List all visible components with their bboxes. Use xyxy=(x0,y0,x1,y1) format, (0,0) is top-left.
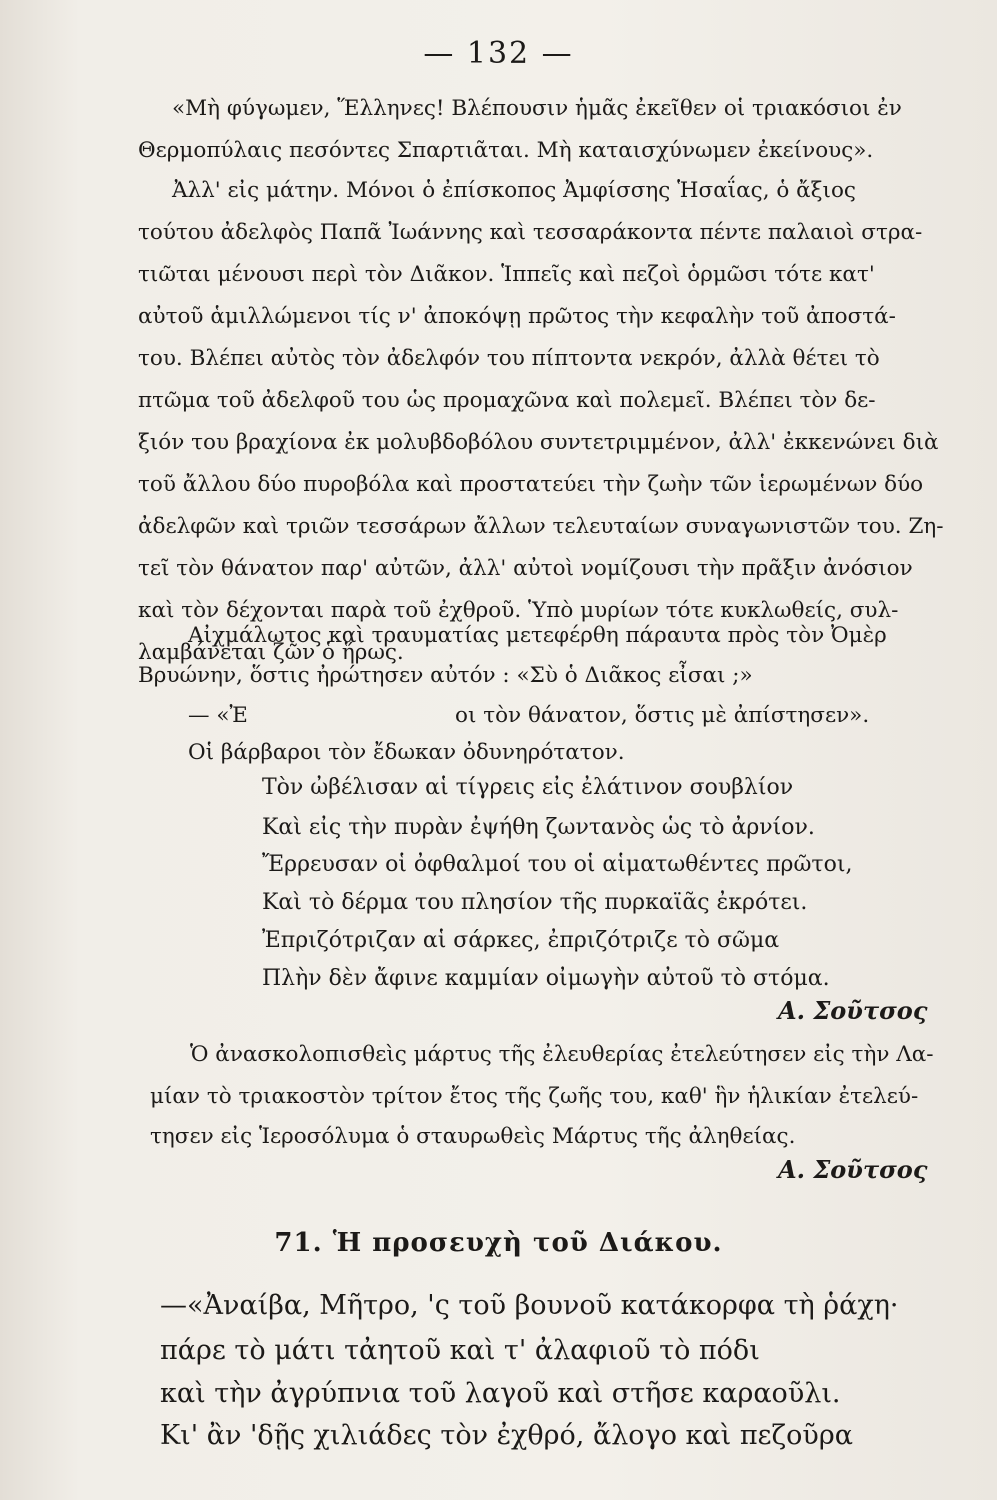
verse-line: Ἔρρευσαν οἱ ὀφθαλμοί του οἱ αἱματωθέντες πρῶτοι, xyxy=(262,852,853,877)
section-heading: 71. Ἡ προσευχὴ τοῦ Διάκου. xyxy=(274,1228,723,1258)
signature-soutsos-2: Α. Σοῦτσος xyxy=(778,1155,928,1184)
verse-line: Τὸν ὠβέλισαν αἱ τίγρεις εἰς ἐλάτινον σουβλίον xyxy=(262,775,794,800)
poem-line: καὶ τὴν ἀγρύπνια τοῦ λαγοῦ καὶ στῆσε καραοῦλι. xyxy=(160,1378,841,1409)
text-line: «Μὴ φύγωμεν, Ἕλληνες! Βλέπουσιν ἡμᾶς ἐκεῖθεν οἱ τριακόσιοι ἐν xyxy=(172,96,902,121)
page-number: — 132 — xyxy=(423,36,574,71)
text-line: τιῶται μένουσι περὶ τὸν Διᾶκον. Ἱππεῖς καὶ πεζοὶ ὁρμῶσι τότε κατ' xyxy=(138,262,875,287)
text-line: Θερμοπύλαις πεσόντες Σπαρτιᾶται. Μὴ καταισχύνωμεν ἐκείνους». xyxy=(138,138,874,163)
text-line: πτῶμα τοῦ ἀδελφοῦ του ὡς προμαχῶνα καὶ πολεμεῖ. Βλέπει τὸν δε- xyxy=(138,388,876,413)
poem-line: πάρε τὸ μάτι τἀητοῦ καὶ τ' ἀλαφιοῦ τὸ πόδι xyxy=(160,1335,760,1366)
poem-line: —«Ἀναίβα, Μῆτρο, 'ς τοῦ βουνοῦ κατάκορφα τὴ ῥάχη· xyxy=(160,1290,899,1321)
text-line: ἀδελφῶν καὶ τριῶν τεσσάρων ἄλλων τελευταίων συναγωνιστῶν του. Ζη- xyxy=(138,514,944,539)
poem-line: Κι' ἂν 'δῇς χιλιάδες τὸν ἐχθρό, ἄλογο καὶ πεζοῦρα xyxy=(160,1420,853,1451)
verse-line: Καὶ τὸ δέρμα του πλησίον τῆς πυρκαϊᾶς ἐκρότει. xyxy=(262,890,808,915)
text-line: Αἰχμάλωτος καὶ τραυματίας μετεφέρθη πάραυτα πρὸς τὸν Ὀμὲρ xyxy=(188,623,887,648)
text-line: τησεν εἰς Ἱεροσόλυμα ὁ σταυρωθεὶς Μάρτυς τῆς ἀληθείας. xyxy=(150,1124,796,1149)
dialogue-dash: — «Ἐ xyxy=(188,703,248,728)
text-line: Βρυώνην, ὅστις ἠρώτησεν αὐτόν : «Σὺ ὁ Διᾶκος εἶσαι ;» xyxy=(138,663,753,688)
verse-line: Καὶ εἰς τὴν πυρὰν ἐψήθη ζωντανὸς ὡς τὸ ἀρνίον. xyxy=(262,815,815,840)
text-line: Ὁ ἀνασκολοπισθεὶς μάρτυς τῆς ἐλευθερίας ἐτελεύτησεν εἰς τὴν Λα- xyxy=(190,1042,934,1067)
text-line: ξιόν του βραχίονα ἐκ μολυβδοβόλου συντετριμμένον, ἀλλ' ἐκκενώνει διὰ xyxy=(138,430,939,455)
signature-soutsos-1: Α. Σοῦτσος xyxy=(778,996,928,1025)
text-line: μίαν τὸ τριακοστὸν τρίτον ἔτος τῆς ζωῆς του, καθ' ἣν ἡλικίαν ἐτελεύ- xyxy=(150,1084,919,1109)
text-line: του. Βλέπει αὐτὸς τὸν ἀδελφόν του πίπτοντα νεκρόν, ἀλλὰ θέτει τὸ xyxy=(138,346,880,371)
verse-line: Πλὴν δὲν ἄφινε καμμίαν οἰμωγὴν αὐτοῦ τὸ στόμα. xyxy=(262,966,830,991)
text-line: τεῖ τὸν θάνατον παρ' αὐτῶν, ἀλλ' αὐτοὶ νομίζουσι τὴν πρᾶξιν ἀνόσιον xyxy=(138,556,913,581)
text-line: Οἱ βάρβαροι τὸν ἔδωκαν ὀδυνηρότατον. xyxy=(188,740,625,765)
text-line: οι τὸν θάνατον, ὅστις μὲ ἀπίστησεν». xyxy=(455,703,870,728)
text-line: Ἀλλ' εἰς μάτην. Μόνοι ὁ ἐπίσκοπος Ἀμφίσσης Ἡσαΐας, ὁ ἄξιος xyxy=(172,178,856,203)
text-line: καὶ τὸν δέχονται παρὰ τοῦ ἐχθροῦ. Ὑπὸ μυρίων τότε κυκλωθείς, συλ- xyxy=(138,598,899,623)
verse-line: Ἐπριζότριζαν αἱ σάρκες, ἐπριζότριζε τὸ σῶμα xyxy=(262,928,780,953)
text-line: τοῦ ἄλλου δύο πυροβόλα καὶ προστατεύει τὴν ζωὴν τῶν ἱερωμένων δύο xyxy=(138,472,924,497)
text-line: αὐτοῦ ἁμιλλώμενοι τίς ν' ἀποκόψῃ πρῶτος τὴν κεφαλὴν τοῦ ἀποστά- xyxy=(138,304,896,329)
text-line: λαμβάνεται ζῶν ὁ ἥρως. xyxy=(138,640,404,665)
text-line: τούτου ἀδελφὸς Παπᾶ Ἰωάννης καὶ τεσσαράκοντα πέντε παλαιοὶ στρα- xyxy=(138,220,923,245)
